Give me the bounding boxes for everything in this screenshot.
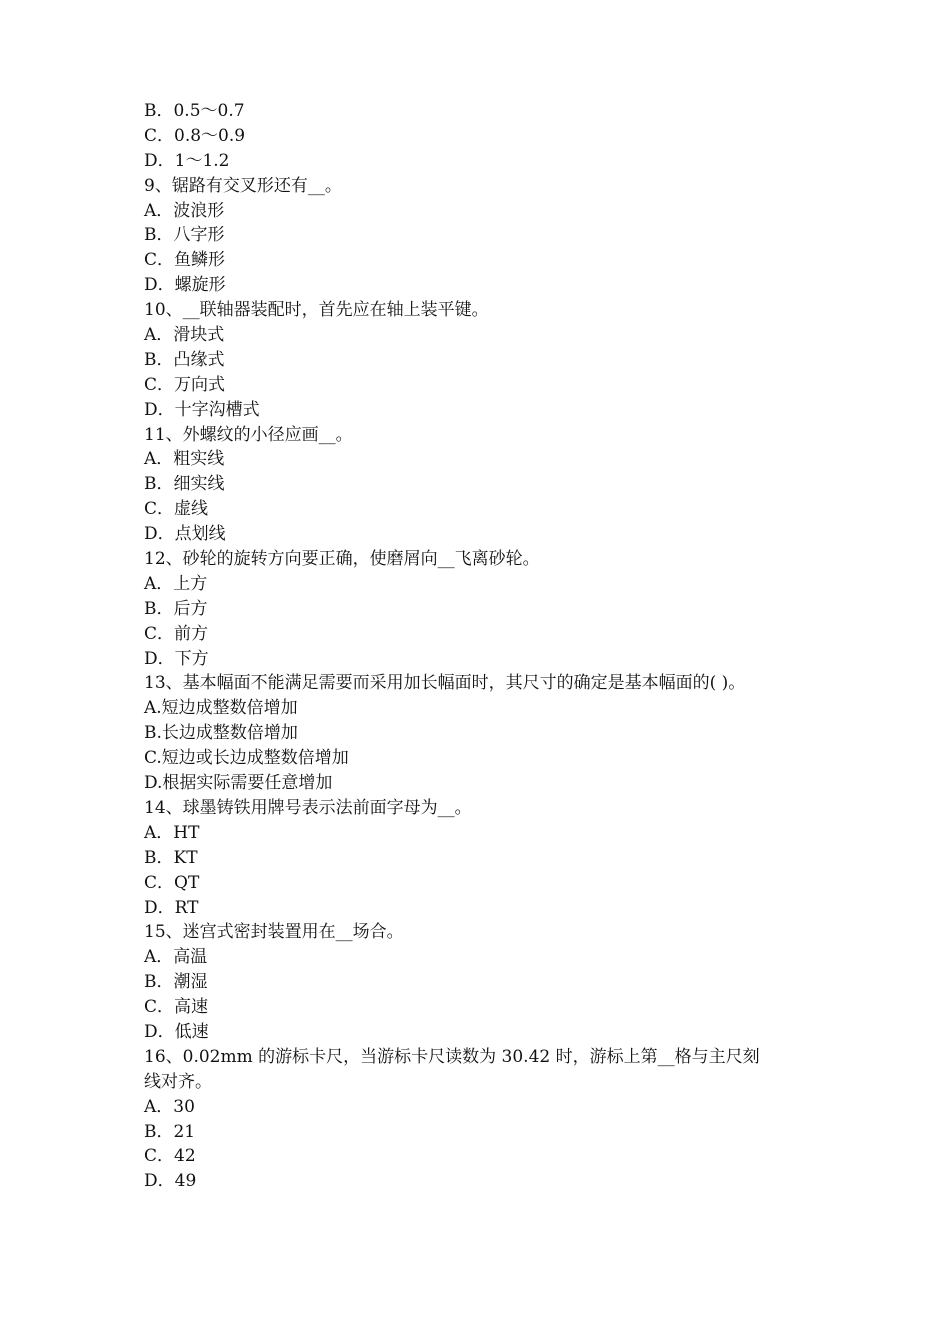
option-line: B．0.5～0.7: [144, 101, 245, 121]
option-line: C．鱼鳞形: [144, 250, 226, 271]
question-continuation-line: 线对齐。: [144, 1071, 212, 1092]
option-line: A．上方: [144, 573, 208, 594]
question-line: 16、0.02mm 的游标卡尺，当游标卡尺读数为 30.42 时，游标上第__格与主尺刻: [144, 1046, 760, 1067]
question-line: 10、__联轴器装配时，首先应在轴上装平键。: [144, 300, 489, 321]
question-line: 9、锯路有交叉形还有__。: [144, 175, 342, 196]
question-line: 15、迷宫式密封装置用在__场合。: [144, 922, 404, 943]
option-line: A．粗实线: [144, 449, 225, 470]
question-line: 13、基本幅面不能满足需要而采用加长幅面时，其尺寸的确定是基本幅面的( )。: [144, 673, 746, 694]
option-line: B．KT: [144, 847, 198, 868]
option-line: C．虚线: [144, 499, 209, 520]
option-line: D.根据实际需要任意增加: [144, 773, 333, 794]
option-line: C．0.8～0.9: [144, 125, 246, 146]
option-line: C．高速: [144, 997, 209, 1018]
option-line: D．螺旋形: [144, 275, 226, 296]
option-line: A.短边成整数倍增加: [144, 698, 298, 719]
option-line: C.短边或长边成整数倍增加: [144, 748, 349, 769]
option-line: B．21: [144, 1121, 196, 1142]
option-line: B．八字形: [144, 225, 225, 246]
option-line: C．前方: [144, 623, 209, 644]
option-line: D．十字沟槽式: [144, 399, 260, 420]
option-line: D．RT: [144, 897, 199, 918]
option-line: B．凸缘式: [144, 349, 225, 370]
document-body: [144, 99, 812, 1194]
option-line: C．42: [144, 1146, 196, 1167]
option-line: D．1～1.2: [144, 150, 230, 171]
option-line: A．30: [144, 1096, 195, 1117]
option-line: C．万向式: [144, 374, 226, 395]
option-line: B．细实线: [144, 474, 225, 495]
option-line: D．49: [144, 1171, 197, 1192]
option-line: D．下方: [144, 648, 209, 669]
option-line: C．QT: [144, 872, 200, 893]
question-line: 12、砂轮的旋转方向要正确，使磨屑向__飞离砂轮。: [144, 549, 540, 570]
option-line: D．点划线: [144, 524, 226, 545]
option-line: B.长边成整数倍增加: [144, 723, 298, 744]
option-line: A．HT: [144, 822, 200, 843]
question-line: 11、外螺纹的小径应画__。: [144, 424, 353, 445]
question-line: 14、球墨铸铁用牌号表示法前面字母为__。: [144, 797, 472, 818]
option-line: A．高温: [144, 947, 208, 968]
option-line: A．滑块式: [144, 325, 225, 346]
option-line: A．波浪形: [144, 200, 225, 221]
option-line: D．低速: [144, 1021, 209, 1042]
option-line: B．潮湿: [144, 972, 208, 993]
option-line: B．后方: [144, 598, 208, 619]
